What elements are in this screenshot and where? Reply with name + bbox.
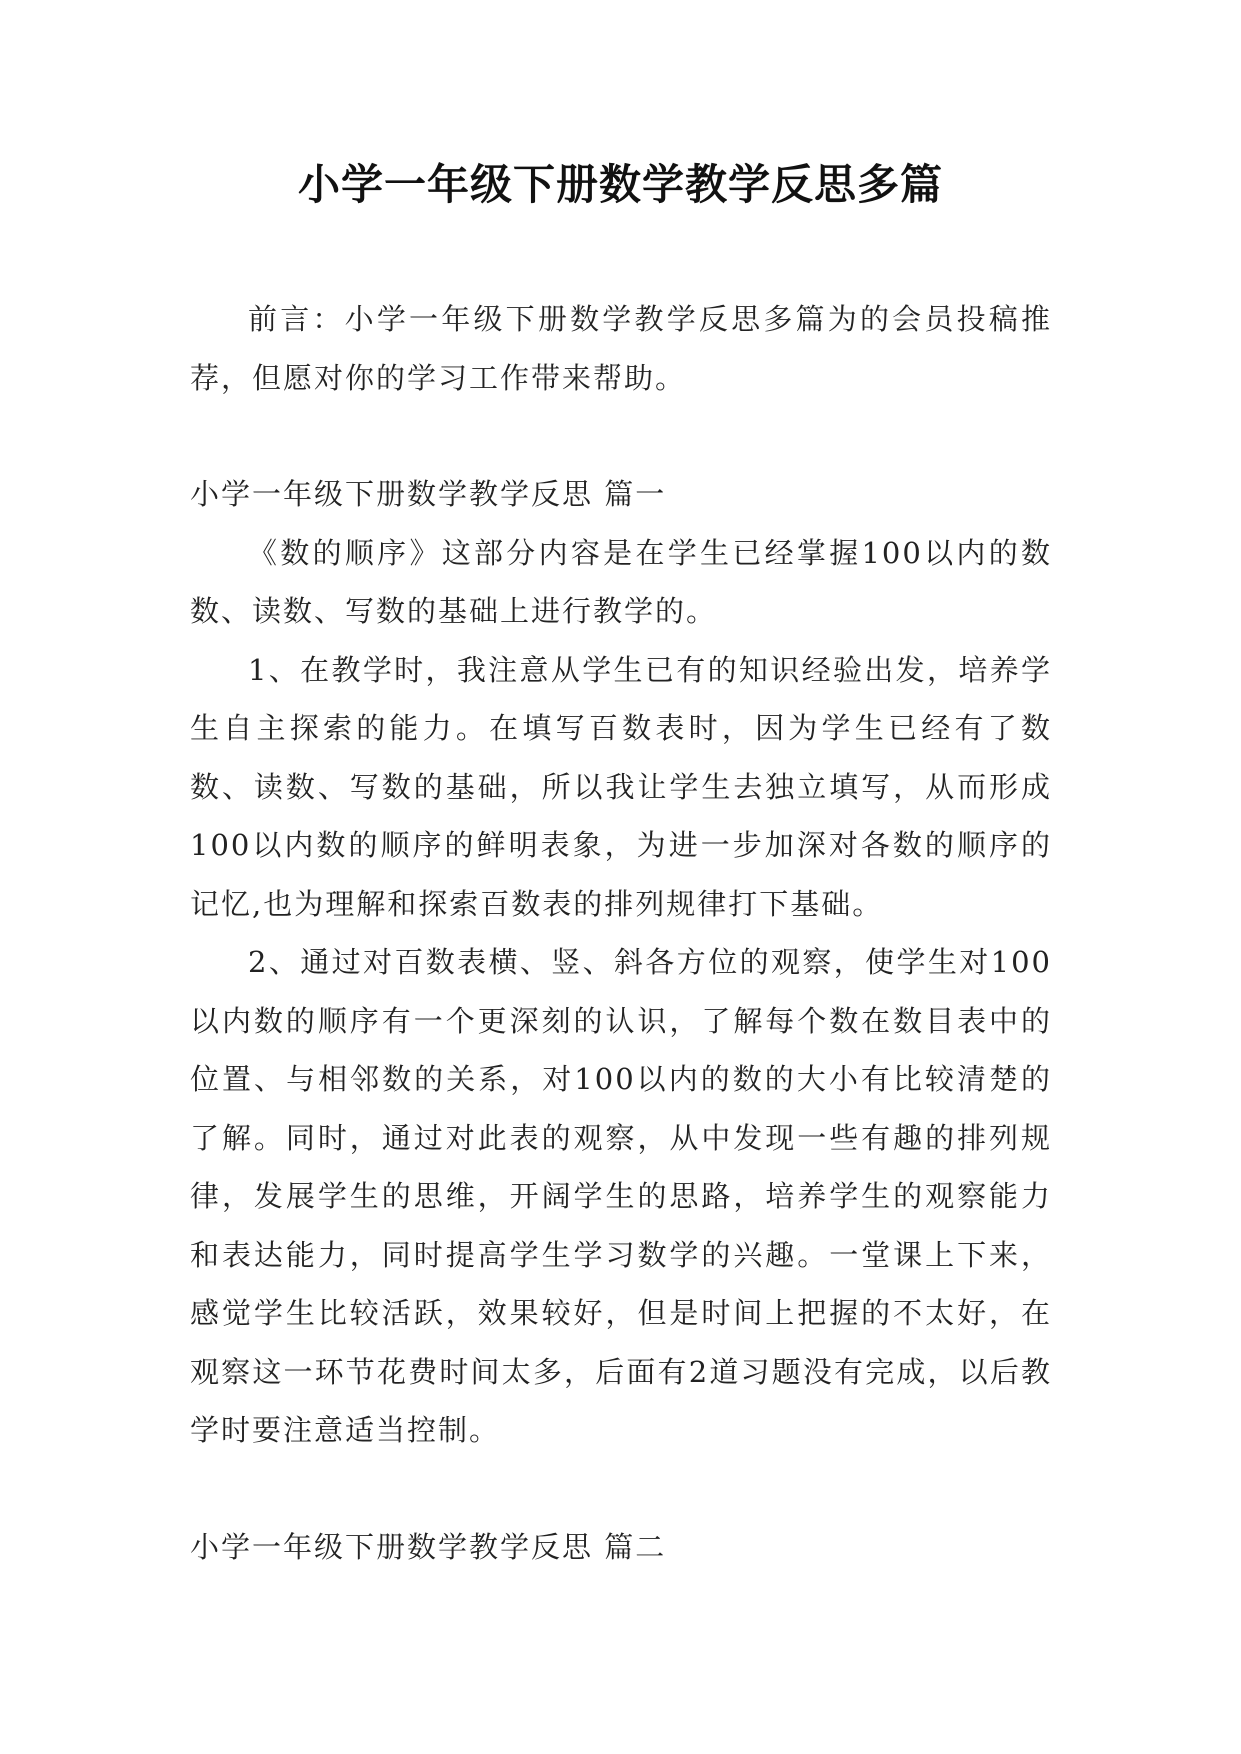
body-paragraph: 2、通过对百数表横、竖、斜各方位的观察，使学生对100以内数的顺序有一个更深刻的认识，了解每个数在数目表中的位置、与相邻数的关系，对100以内的数的大小有比较清楚的了解。同时，通过对此表的观察，从中发现一些有趣的排列规律，发展学生的思维，开阔学生的思路，培养学生的观察能力和表达能力，同时提高学生学习数学的兴趣。一堂课上下来，感觉学生比较活跃，效果较好，但是时间上把握的不太好，在观察这一环节花费时间太多，后面有2道习题没有完成，以后教学时要注意适当控制。: [190, 945, 1052, 1447]
body-paragraph: 1、在教学时，我注意从学生已有的知识经验出发，培养学生自主探索的能力。在填写百数表时，因为学生已经有了数数、读数、写数的基础，所以我让学生去独立填写，从而形成100以内数的顺序的鲜明表象，为进一步加深对各数的顺序的记忆,也为理解和探索百数表的排列规律打下基础。: [190, 652, 1052, 921]
spacer: [190, 1460, 1052, 1518]
spacer: [190, 407, 1052, 465]
body-paragraph: 《数的顺序》这部分内容是在学生已经掌握100以内的数数、读数、写数的基础上进行教学的。: [190, 535, 1052, 628]
section-heading-1: 小学一年级下册数学教学反思 篇一: [190, 477, 667, 511]
section-heading-2: 小学一年级下册数学教学反思 篇二: [190, 1529, 667, 1564]
document-body: [190, 290, 1052, 1576]
document-title: 小学一年级下册数学教学反思多篇: [297, 160, 943, 209]
preface-paragraph: 前言：小学一年级下册数学教学反思多篇为的会员投稿推荐，但愿对你的学习工作带来帮助。: [190, 302, 1052, 395]
